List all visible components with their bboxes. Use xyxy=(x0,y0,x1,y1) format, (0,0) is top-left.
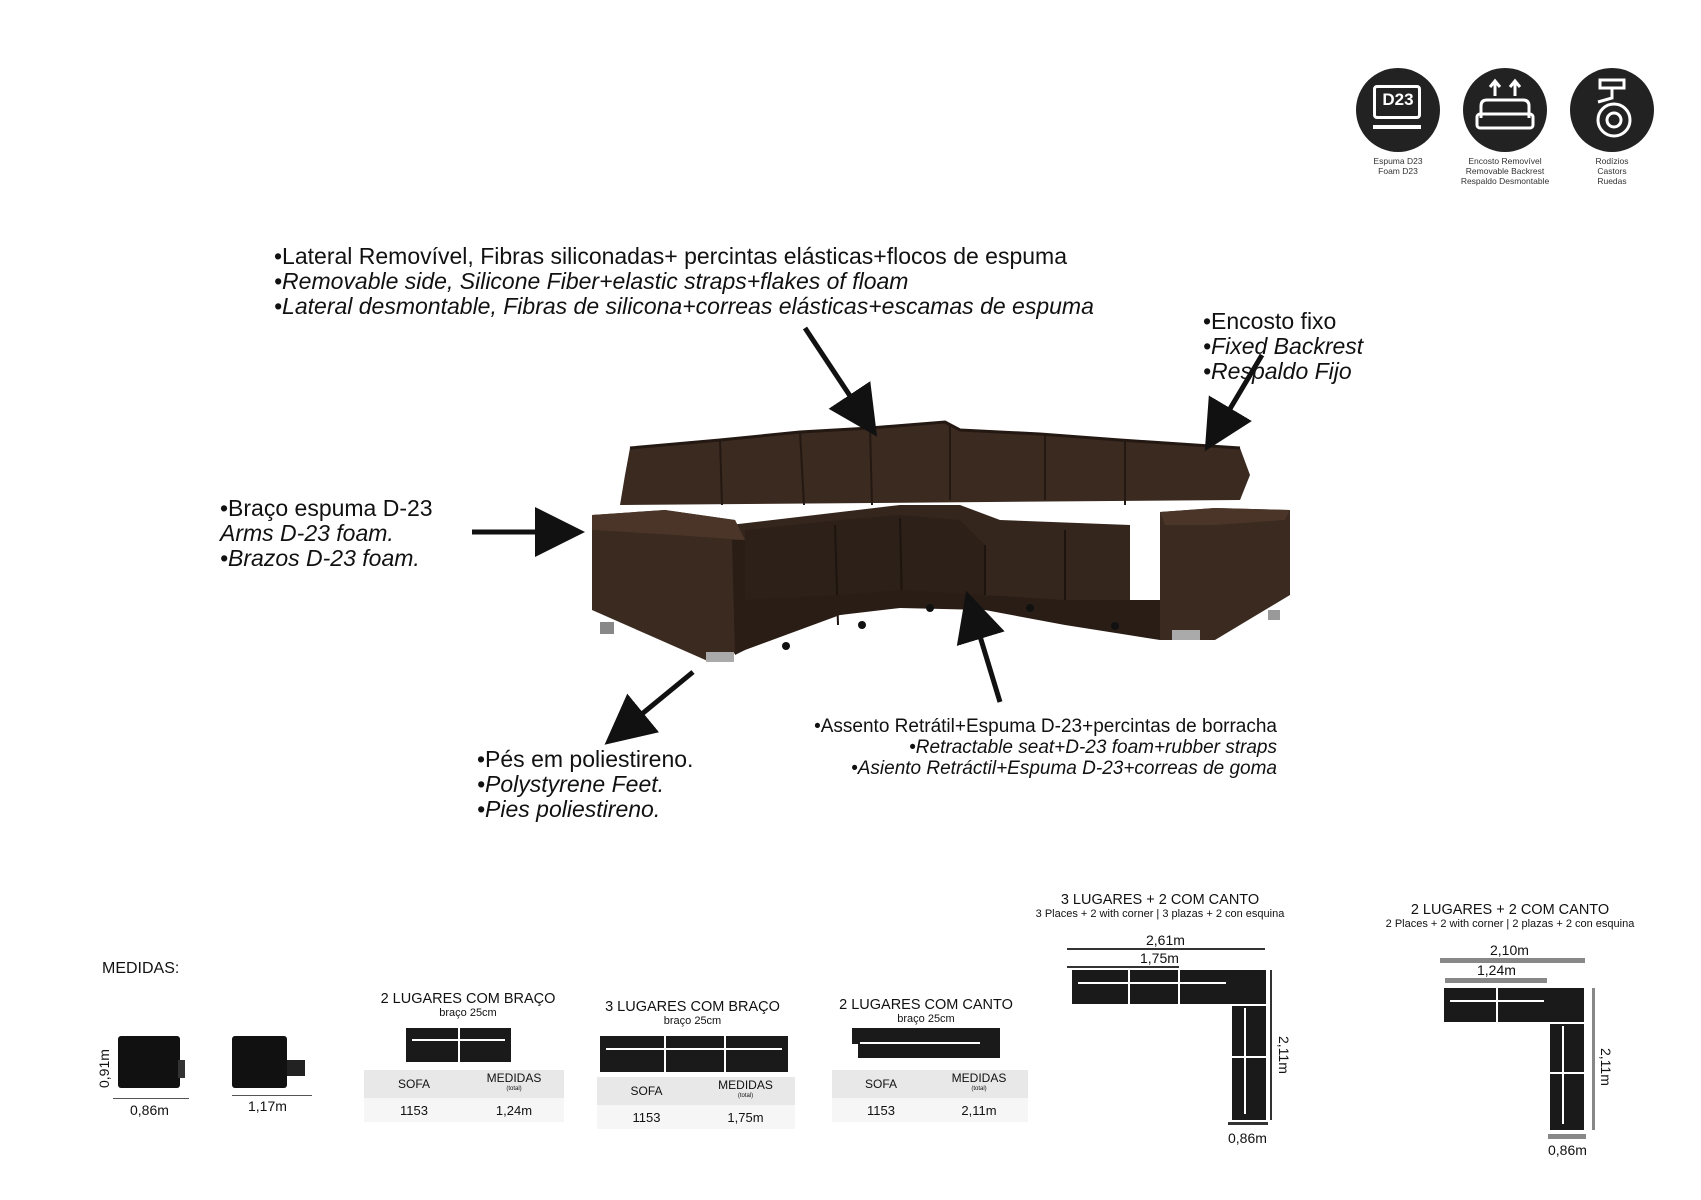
col-medidas xyxy=(696,1080,795,1102)
module-extension xyxy=(287,1060,305,1076)
two-plus-two-side-run xyxy=(1550,988,1584,1130)
module-arm-nub xyxy=(178,1060,185,1078)
callout-line: •Polystyrene Feet. xyxy=(477,771,665,797)
two-seat-title xyxy=(368,992,568,1019)
callout-line: •Asiento Retráctil+Espuma D-23+correas de goma xyxy=(851,758,1277,779)
three-plus-two-subtitle: 3 Places + 2 with corner | 3 plazas + 2 con esquina xyxy=(1035,908,1285,920)
two-plus-two-subtitle: 2 Places + 2 with corner | 2 plazas + 2 con esquina xyxy=(1385,918,1635,930)
col-medidas-sub: (total) xyxy=(506,1086,522,1092)
col-medidas xyxy=(930,1073,1028,1095)
icon-caption: Ruedas xyxy=(1597,176,1627,186)
sofa-size: 1,24m xyxy=(495,1102,533,1118)
three-seat-title xyxy=(590,1000,795,1027)
sofa-code: 1153 xyxy=(867,1102,895,1118)
col-medidas-sub: (total) xyxy=(971,1086,987,1092)
two-corner-subtitle: braço 25cm xyxy=(897,1013,955,1025)
two-seat-title-text: 2 LUGARES COM BRAÇO xyxy=(380,991,556,1007)
measures-label: MEDIDAS: xyxy=(102,960,180,977)
three-plus-two-side-run xyxy=(1232,970,1266,1120)
three-plus-two-title-text: 3 LUGARES + 2 COM CANTO xyxy=(1060,892,1260,908)
two-plus-two-depth: 0,86m xyxy=(1548,1142,1587,1158)
three-plus-two-inner-line xyxy=(1067,966,1179,968)
icon-caption: Foam D23 xyxy=(1378,166,1418,176)
two-plus-two-total: 2,10m xyxy=(1490,942,1529,958)
three-plus-two-depth: 0,86m xyxy=(1228,1130,1267,1146)
callout-line: •Lateral Removível, Fibras siliconadas+ percintas elásticas+flocos de espuma xyxy=(274,243,1067,269)
module-height-label: 0,91m xyxy=(96,1049,112,1088)
two-plus-two-inner: 1,24m xyxy=(1477,962,1516,978)
icon-caption: Removable Backrest xyxy=(1465,166,1545,176)
three-seat-table xyxy=(597,1077,795,1129)
col-medidas-sub: (total) xyxy=(737,1093,754,1099)
module-depth-line xyxy=(113,1098,189,1099)
two-seat-subtitle: braço 25cm xyxy=(439,1007,497,1019)
icon-caption: Encosto Removível xyxy=(1468,156,1542,166)
two-plus-two-side-line xyxy=(1592,988,1595,1130)
sofa-size: 1,75m xyxy=(727,1109,764,1125)
callout-line: •Pies poliestireno. xyxy=(477,796,661,822)
callout-line: •Brazos D-23 foam. xyxy=(220,545,420,571)
module-side-view-2 xyxy=(232,1036,287,1088)
col-medidas-label: MEDIDAS xyxy=(951,1071,1007,1085)
callout-line: •Respaldo Fijo xyxy=(1203,358,1352,384)
three-plus-two-depth-line xyxy=(1228,1122,1268,1125)
two-plus-two-inner-line xyxy=(1445,978,1547,983)
module-depth1-label: 0,86m xyxy=(130,1102,169,1118)
two-plus-two-depth-line xyxy=(1548,1134,1586,1139)
col-sofa: SOFA xyxy=(397,1076,430,1091)
sofa-code: 1153 xyxy=(632,1109,661,1125)
callout-line: •Lateral desmontable, Fibras de silicona+correas elásticas+escamas de espuma xyxy=(274,293,1094,319)
two-seat-diagram xyxy=(406,1028,511,1062)
two-plus-two-side: 2,11m xyxy=(1598,1048,1614,1086)
two-corner-table xyxy=(832,1070,1028,1122)
col-medidas xyxy=(464,1073,564,1095)
d23-badge: D23 xyxy=(1382,90,1414,109)
col-medidas-label: MEDIDAS xyxy=(718,1078,773,1092)
three-plus-two-side: 2,11m xyxy=(1276,1036,1292,1074)
callout-line: •Encosto fixo xyxy=(1203,308,1337,334)
two-corner-title xyxy=(826,998,1026,1025)
icon-caption: Respaldo Desmontable xyxy=(1460,176,1550,186)
callout-line: Arms D-23 foam. xyxy=(220,520,394,546)
three-plus-two-inner: 1,75m xyxy=(1140,950,1179,966)
icon-caption: Espuma D23 xyxy=(1373,156,1423,166)
col-medidas-label: MEDIDAS xyxy=(486,1071,542,1085)
col-sofa: SOFA xyxy=(864,1076,897,1091)
three-seat-subtitle: braço 25cm xyxy=(663,1015,722,1027)
callout-line: •Braço espuma D-23 xyxy=(220,495,433,521)
three-plus-two-side-line xyxy=(1270,970,1272,1120)
module-depth2-line xyxy=(232,1095,312,1096)
two-corner-diagram xyxy=(852,1028,1000,1058)
sofa-size: 2,11m xyxy=(961,1102,997,1118)
two-plus-two-title xyxy=(1360,903,1660,930)
three-seat-diagram xyxy=(600,1036,788,1072)
two-seat-table xyxy=(364,1070,564,1122)
module-depth2-label: 1,17m xyxy=(248,1098,287,1114)
icon-caption: Rodízios xyxy=(1595,156,1629,166)
icon-caption: Castors xyxy=(1597,166,1627,176)
callout-line: •Retractable seat+D-23 foam+rubber straps xyxy=(909,737,1277,758)
col-sofa: SOFA xyxy=(630,1083,663,1098)
two-plus-two-title-text: 2 LUGARES + 2 COM CANTO xyxy=(1410,902,1610,918)
callout-line: •Removable side, Silicone Fiber+elastic straps+flakes of floam xyxy=(274,268,909,294)
callout-line: •Fixed Backrest xyxy=(1203,333,1364,359)
two-corner-title-text: 2 LUGARES COM CANTO xyxy=(839,997,1013,1013)
three-plus-two-total: 2,61m xyxy=(1146,932,1185,948)
three-seat-title-text: 3 LUGARES COM BRAÇO xyxy=(605,999,780,1015)
three-plus-two-title xyxy=(1010,893,1310,920)
module-side-view xyxy=(118,1036,180,1088)
callout-line: •Assento Retrátil+Espuma D-23+percintas de borracha xyxy=(814,716,1277,737)
sofa-code: 1153 xyxy=(400,1102,428,1118)
callout-line: •Pés em poliestireno. xyxy=(477,746,694,772)
